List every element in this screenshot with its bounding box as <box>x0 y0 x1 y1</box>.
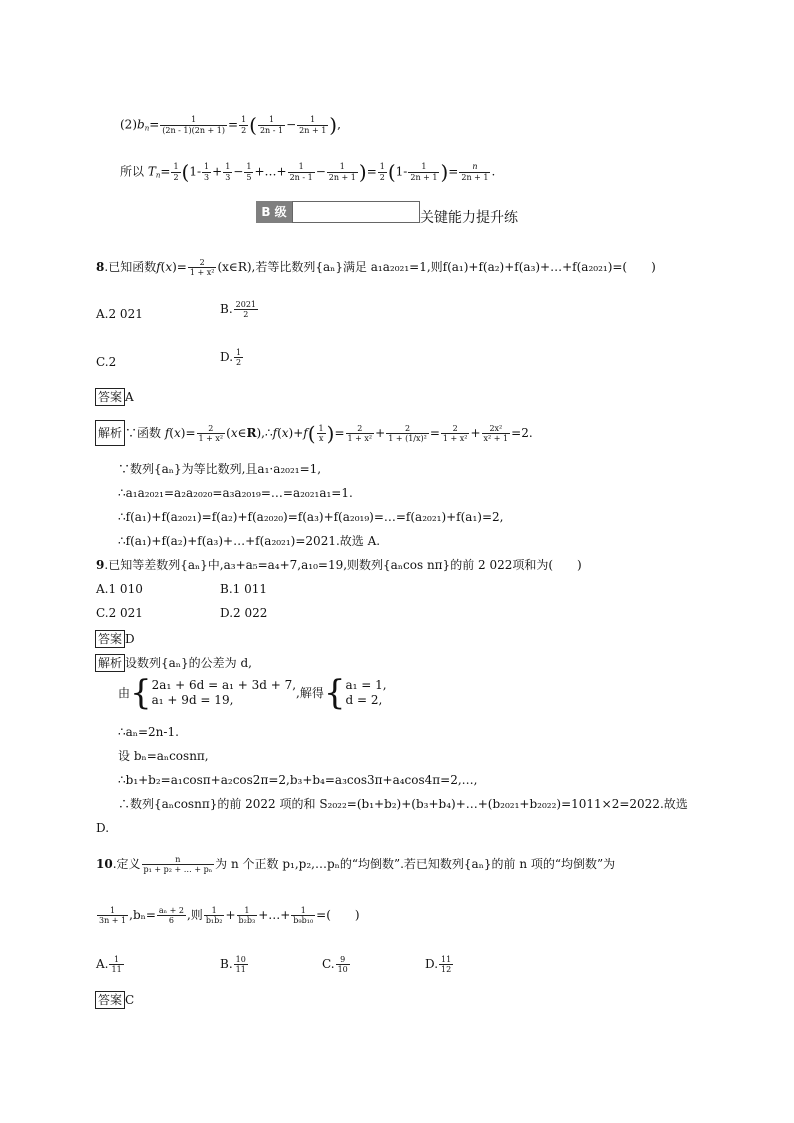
left-brace-icon: { <box>323 673 346 713</box>
q9-analysis-5: ∴b₁+b₂=a₁cosπ+a₂cos2π=2,b₃+b₄=a₃cos3π+a₄cos4π=2,…, <box>118 773 478 787</box>
q9-stem: 9.已知等差数列{aₙ}中,a₃+a₅=a₄+7,a₁₀=19,则数列{aₙcos nπ}的前 2 022项和为( ) <box>96 558 582 572</box>
equation-system: 2a₁ + 6d = a₁ + 3d + 7, a₁ + 9d = 19, <box>151 678 297 708</box>
fraction: $\frac{1}{(2n - 1)(2n + 1)}$ <box>162 115 225 135</box>
q10-option-d[interactable]: D. $\frac{11}{12}$ <box>425 955 452 975</box>
answer-value: C <box>125 993 135 1007</box>
q8-analysis-3: ∴a₁a₂₀₂₁=a₂a₂₀₂₀=a₃a₂₀₁₉=…=a₂₀₂₁a₁=1. <box>118 486 353 500</box>
q8-analysis-5: ∴f(a₁)+f(a₂)+f(a₃)+…+f(a₂₀₂₁)=2021.故选 A. <box>118 534 381 548</box>
analysis-tag: 解析 <box>95 654 125 672</box>
q9-option-d[interactable]: D.2 022 <box>220 606 268 620</box>
q10-stem: 10.定义 $\frac{n}{\text{p₁ + p₂ + … + pₙ}}$ 为 n 个正数 p₁,p₂,…pₙ的“均倒数”.若已知数列{aₙ}的前 n 项的“均倒数”为 <box>96 855 616 875</box>
q8-analysis-1: 解析 ∵函数 f(x)= $\frac{2}{\text{1 + x²}}$ (x∈R),∴f(x)+f( $\frac{1}{x}$ )= $\frac{2}{\text{1 + x²}}$ + $\frac{2}{\text{1 + (1/x)²}}$ = $\frac{2}{\text{1 + x²}}$ + $\frac{\text{2x²}}{\text{x² + 1}}$ =2. <box>95 420 533 446</box>
equation-system: a₁ = 1, d = 2, <box>345 678 387 708</box>
prev-line-2: 所以 $T_n=$ $\frac{1}{2}$ (1- $\frac{1}{3}$ + $\frac{1}{3}$ − $\frac{1}{5}$ +…+ $\frac{1}{2n - 1}$ − $\frac{1}{2n + 1}$ )= $\frac{1}{2}$ (1- $\frac{1}{2n + 1}$ )= $\frac{n}{2n + 1}$ . <box>120 160 496 184</box>
answer-value: D <box>125 632 135 646</box>
q8-analysis-4: ∴f(a₁)+f(a₂₀₂₁)=f(a₂)+f(a₂₀₂₀)=f(a₃)+f(a₂₀₁₉)=…=f(a₂₀₂₁)+f(a₁)=2, <box>118 510 504 524</box>
q8-option-b[interactable]: B. $\frac{2021}{2}$ <box>220 300 256 320</box>
q9-answer <box>95 630 135 648</box>
level-title-box <box>292 201 420 223</box>
level-badge: B 级 <box>256 201 292 223</box>
fraction: $\frac{1}{2}$ <box>241 115 247 135</box>
q8-option-d[interactable]: D. $\frac{1}{2}$ <box>220 348 242 368</box>
q9-option-a[interactable]: A.1 010 <box>96 582 143 596</box>
fraction: $\frac{1}{2n - 1}$ <box>259 115 284 135</box>
q9-option-c[interactable]: C.2 021 <box>96 606 143 620</box>
left-brace-icon: { <box>130 673 152 713</box>
q10-option-a[interactable]: A. $\frac{1}{11}$ <box>96 955 122 975</box>
fraction: $\frac{1}{2n + 1}$ <box>299 115 327 135</box>
q9-option-b[interactable]: B.1 011 <box>220 582 267 596</box>
prev-line-1: $(2)b_n=$ $\frac{1}{(2n - 1)(2n + 1)}$ = $\frac{1}{2}$ ( $\frac{1}{2n - 1}$ − $\frac{1}{2n + 1}$ ), <box>120 113 341 137</box>
q10-answer <box>95 991 134 1009</box>
q10-stem-2: $\frac{1}{3n + 1}$ ,bₙ= $\frac{\text{aₙ + 2}}{6}$ ,则 $\frac{1}{\text{b₁b₂}}$ + $\frac{1}{\text{b₂b₃}}$ +…+ $\frac{1}{\text{b₉b₁₀}}$ =( ) <box>99 906 360 926</box>
answer-value: A <box>125 390 134 404</box>
q9-analysis-7: D. <box>96 821 110 835</box>
q10-option-c[interactable]: C. $\frac{9}{10}$ <box>322 955 348 975</box>
q8-analysis-2: ∵数列{aₙ}为等比数列,且a₁·a₂₀₂₁=1, <box>118 462 322 476</box>
q9-analysis-2: 由{ 2a₁ + 6d = a₁ + 3d + 7, a₁ + 9d = 19, ,解得{ a₁ = 1, d = 2, <box>118 673 387 713</box>
analysis-tag: 解析 <box>95 420 125 446</box>
q9-analysis-1: 解析 设数列{aₙ}的公差为 d, <box>95 654 252 672</box>
fraction: $\frac{n}{\text{p₁ + p₂ + … + pₙ}}$ <box>143 855 213 875</box>
q8-option-a[interactable]: A.2 021 <box>96 307 143 321</box>
q10-option-b[interactable]: B. $\frac{10}{11}$ <box>220 955 246 975</box>
answer-tag: 答案 <box>95 388 125 406</box>
answer-tag: 答案 <box>95 630 125 648</box>
q8-answer <box>95 388 134 406</box>
q9-analysis-6: ∴数列{aₙcosnπ}的前 2022 项的和 S₂₀₂₂=(b₁+b₂)+(b₃+b₄)+…+(b₂₀₂₁+b₂₀₂₂)=1011×2=2022.故选 <box>118 797 688 811</box>
q8-stem: 8.已知函数f(x)= $\frac{2}{\text{1 + x²}}$ (x∈R),若等比数列{aₙ}满足 a₁a₂₀₂₁=1,则f(a₁)+f(a₂)+f(a₃)+…+f(a₂₀₂₁)=( ) <box>96 258 656 278</box>
q9-analysis-3: ∴aₙ=2n-1. <box>118 725 179 739</box>
q9-analysis-4: 设 bₙ=aₙcosnπ, <box>118 749 209 763</box>
q8-option-c[interactable]: C.2 <box>96 355 117 369</box>
section-title: 关键能力提升练 <box>420 210 518 226</box>
answer-tag: 答案 <box>95 991 125 1009</box>
